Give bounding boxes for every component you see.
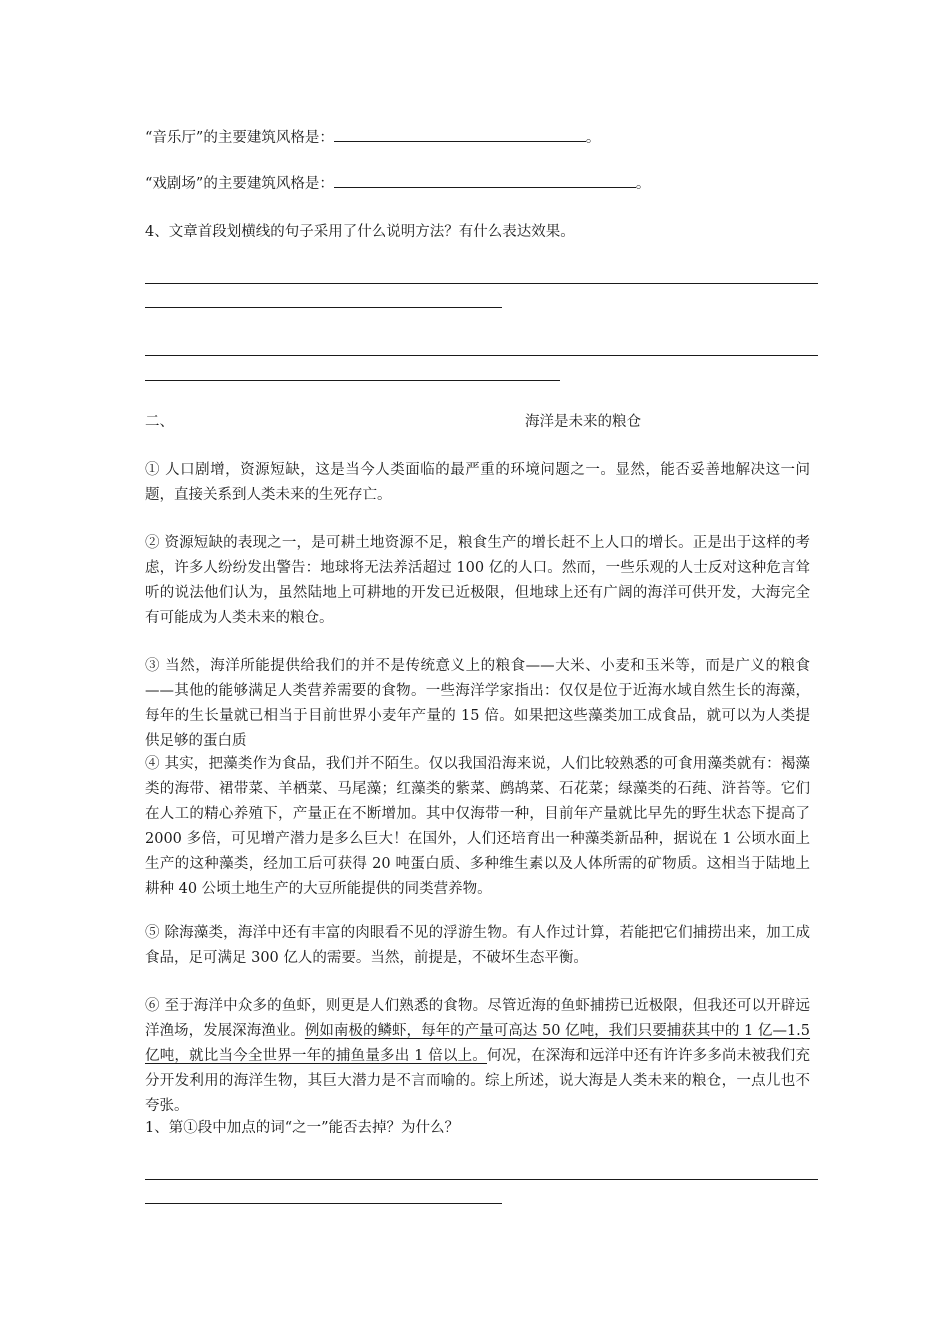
question-concert-hall — [145, 126, 810, 151]
answer-line[interactable] — [145, 355, 818, 356]
underlined-sentence: 例如南极的鳞虾，每年的产量可高达 50 亿吨，我们只要捕获其中的 1 亿—1.5 亿吨，就比当今全世界一年的捕鱼量多出 1 倍以上。 — [145, 1023, 811, 1064]
paragraph-6 — [145, 994, 810, 1119]
section-number: 二、 — [145, 414, 174, 430]
answer-line[interactable] — [145, 380, 560, 381]
concert-hall-answer-blank[interactable] — [334, 126, 586, 142]
answer-line[interactable] — [145, 307, 502, 308]
theater-end: 。 — [635, 176, 651, 192]
paragraph-6-start: ⑥ 至于海洋中众多的鱼虾，则更是人们熟悉的食物。尽管近海的鱼虾捕捞已近极限，但我还可以开辟远洋渔场，发展深海渔业。 — [145, 998, 810, 1039]
answer-line[interactable] — [145, 283, 818, 284]
paragraph-3: ③ 当然，海洋所能提供给我们的并不是传统意义上的粮食——大米、小麦和玉米等，而是广义的粮食——其他的能够满足人类营养需要的食物。一些海洋学家指出：仅仅是位于近海水域自然生长的海藻，每年的生长量就已相当于目前世界小麦年产量的 15 倍。如果把这些藻类加工成食品，就可以为人类提供足够的蛋白质 — [145, 658, 810, 749]
theater-label: “戏剧场”的主要建筑风格是： — [145, 176, 334, 192]
question-1: 1、第①段中加点的词“之一”能否去掉？为什么？ — [145, 1120, 460, 1136]
concert-hall-label: “音乐厅”的主要建筑风格是： — [145, 130, 334, 146]
article-title: 海洋是未来的粮仓 — [525, 414, 641, 430]
answer-line[interactable] — [145, 1203, 502, 1204]
paragraph-4: ④ 其实，把藻类作为食品，我们并不陌生。仅以我国沿海来说，人们比较熟悉的可食用藻类就有：褐藻类的海带、裙带菜、羊栖菜、马尾藻；红藻类的紫菜、鹧鸪菜、石花菜；绿藻类的石莼、浒苔等。它们在人工的精心养殖下，产量正在不断增加。其中仅海带一种，目前年产量就比早先的野生状态下提高了 2000 多倍，可见增产潜力是多么巨大！在国外，人们还培育出一种藻类新品种，据说在 1 公顷水面上生产的这种藻类，经加工后可获得 20 吨蛋白质、多种维生素以及人体所需的矿物质。这相当于陆地上耕种 40 公顷土地生产的大豆所能提供的同类营养物。 — [145, 756, 810, 897]
paragraph-1: ① 人口剧增，资源短缺，这是当今人类面临的最严重的环境问题之一。显然，能否妥善地解决这一问题，直接关系到人类未来的生死存亡。 — [145, 462, 810, 503]
paragraph-5: ⑤ 除海藻类，海洋中还有丰富的肉眼看不见的浮游生物。有人作过计算，若能把它们捕捞出来，加工成食品，足可满足 300 亿人的需要。当然，前提是，不破坏生态平衡。 — [145, 925, 810, 966]
question-4: 4、文章首段划横线的句子采用了什么说明方法？有什么表达效果。 — [145, 224, 575, 240]
paragraph-2: ② 资源短缺的表现之一，是可耕土地资源不足，粮食生产的增长赶不上人口的增长。正是出于这样的考虑，许多人纷纷发出警告：地球将无法养活超过 100 亿的人口。然而，一些乐观的人士反对这种危言耸听的说法他们认为，虽然陆地上可耕地的开发已近极限，但地球上还有广阔的海洋可供开发，大海完全有可能成为人类未来的粮仓。 — [145, 535, 810, 626]
answer-line[interactable] — [145, 1179, 818, 1180]
paragraph-6-end: 何况，在深海和远洋中还有许许多多尚未被我们充分开发利用的海洋生物，其巨大潜力是不言而喻的。综上所述，说大海是人类未来的粮仓，一点儿也不夸张。 — [145, 1048, 810, 1114]
theater-answer-blank[interactable] — [334, 172, 636, 188]
question-theater — [145, 172, 810, 197]
concert-hall-end: 。 — [585, 130, 601, 146]
